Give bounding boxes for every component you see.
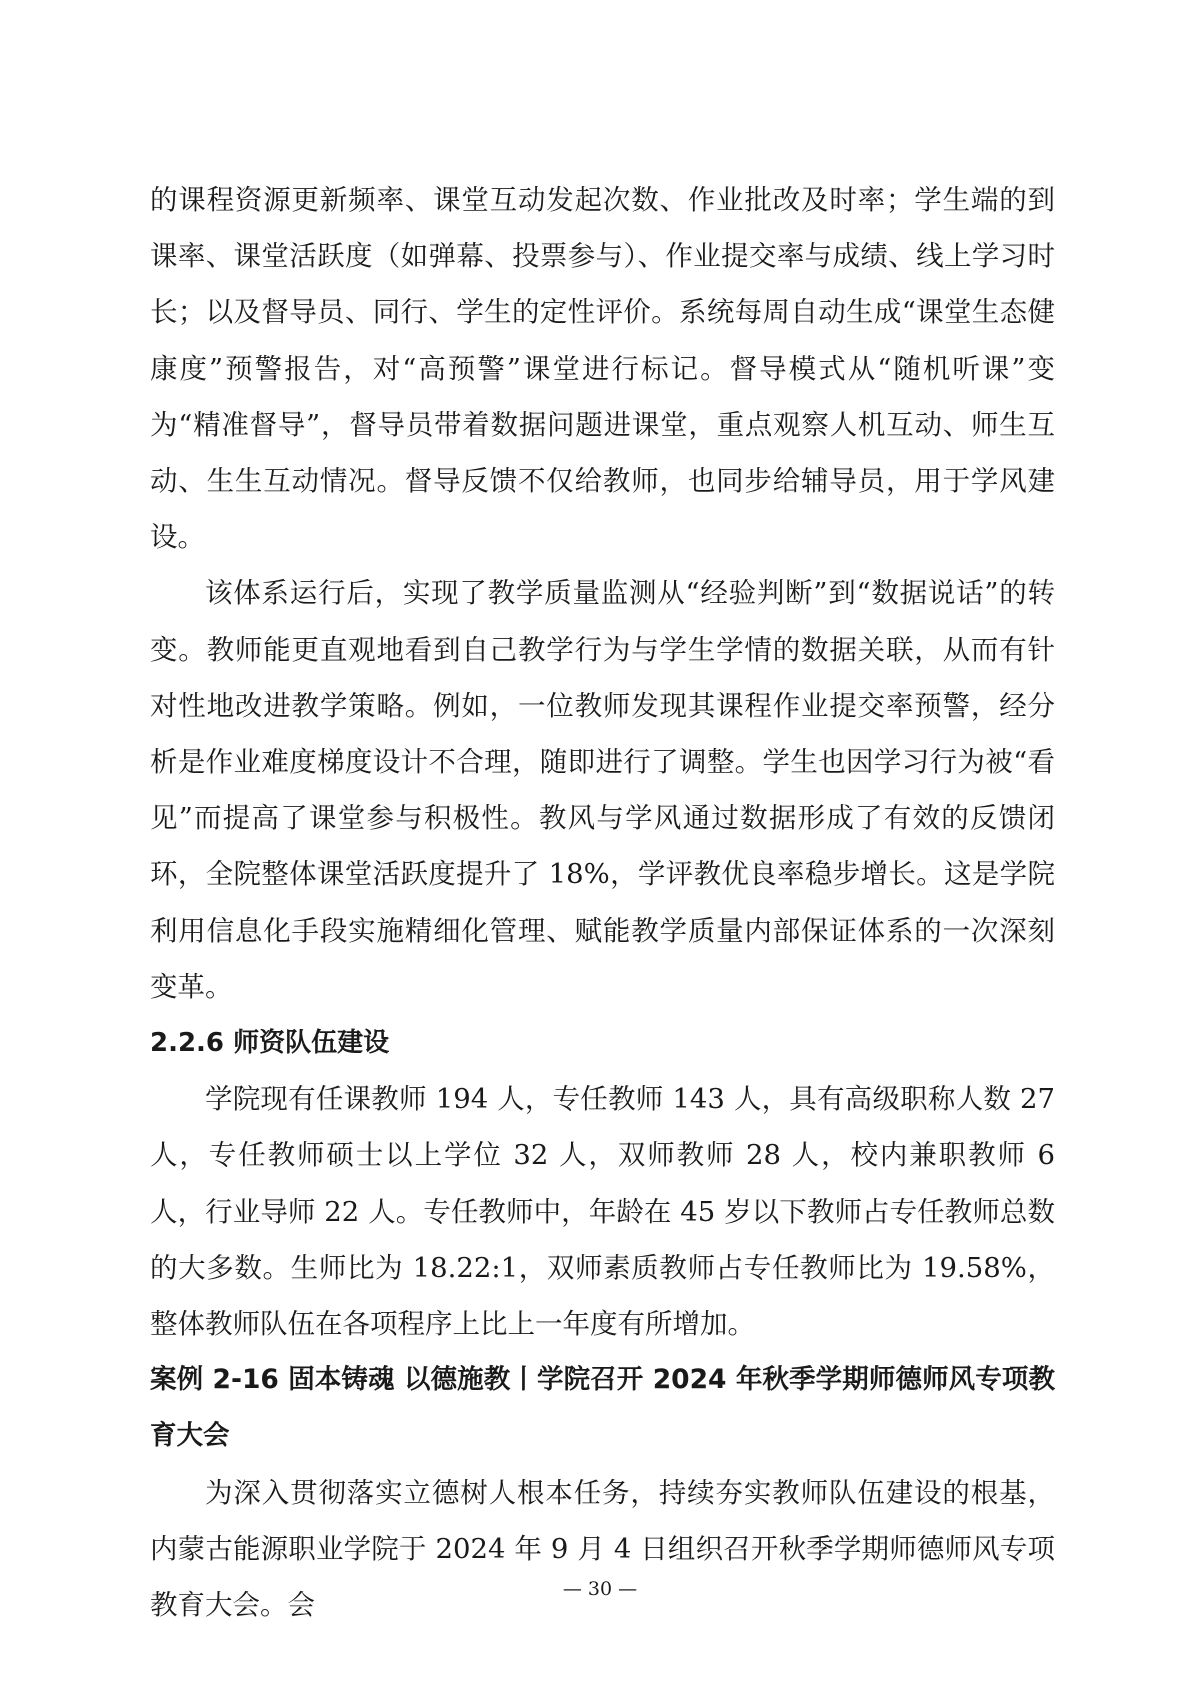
section-heading: 2.2.6 师资队伍建设	[150, 1028, 390, 1059]
document-page	[150, 172, 1055, 1633]
paragraph-4: 为深入贯彻落实立德树人根本任务，持续夯实教师队伍建设的根基，内蒙古能源职业学院于 2024 年 9 月 4 日组织召开秋季学期师德师风专项教育大会。会	[150, 1476, 1055, 1622]
paragraph-1: 的课程资源更新频率、课堂互动发起次数、作业批改及时率；学生端的到课率、课堂活跃度（如弹幕、投票参与）、作业提交率与成绩、线上学习时长；以及督导员、同行、学生的定性评价。系统每周自动生成“课堂生态健康度”预警报告，对“高预警”课堂进行标记。督导模式从“随机听课”变为“精准督导”，督导员带着数据问题进课堂，重点观察人机互动、师生互动、生生互动情况。督导反馈不仅给教师，也同步给辅导员，用于学风建设。	[150, 184, 1055, 554]
paragraph-3: 学院现有任课教师 194 人，专任教师 143 人，具有高级职称人数 27 人，专任教师硕士以上学位 32 人，双师教师 28 人，校内兼职教师 6 人，行业导师 22 人。专任教师中，年龄在 45 岁以下教师占专任教师总数的大多数。生师比为 18.22:1，双师素质教师占专任教师比为 19.58%，整体教师队伍在各项程序上比上一年度有所增加。	[150, 1083, 1055, 1341]
case-title: 案例 2-16 固本铸魂 以德施教丨学院召开 2024 年秋季学期师德师风专项教育大会	[150, 1364, 1055, 1452]
paragraph-2: 该体系运行后，实现了教学质量监测从“经验判断”到“数据说话”的转变。教师能更直观地看到自己教学行为与学生学情的数据关联，从而有针对性地改进教学策略。例如，一位教师发现其课程作业提交率预警，经分析是作业难度梯度设计不合理，随即进行了调整。学生也因学习行为被“看见”而提高了课堂参与积极性。教风与学风通过数据形成了有效的反馈闭环，全院整体课堂活跃度提升了 18%，学评教优良率稳步增长。这是学院利用信息化手段实施精细化管理、赋能教学质量内部保证体系的一次深刻变革。	[150, 577, 1055, 1003]
page-number: — 30 —	[562, 1578, 638, 1600]
